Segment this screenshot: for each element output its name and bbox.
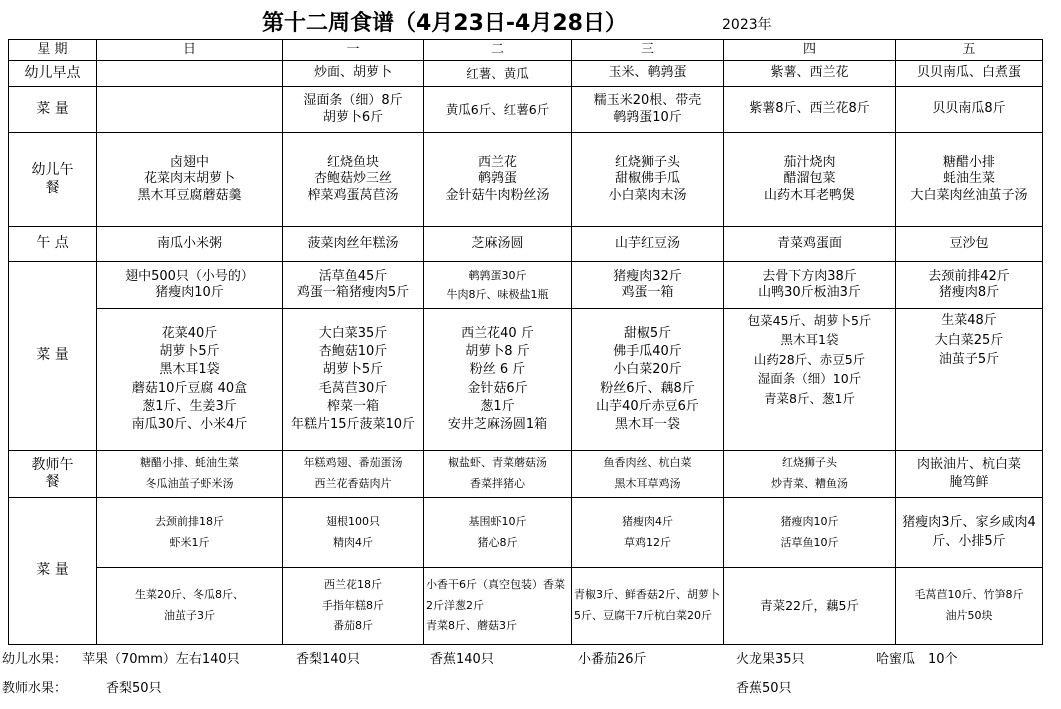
breakfast-qty-cell — [572, 87, 724, 133]
cell-line: 蘑菇10斤豆腐 40盒 — [131, 380, 248, 396]
teacher-fruit-item: 香蕉50只 — [736, 681, 792, 696]
cell-line: 青菜8斤、葱1斤 — [764, 390, 855, 406]
cell-line: 黄瓜6斤、红薯6斤 — [445, 101, 550, 117]
cell-line: 佛手瓜40斤 — [613, 344, 682, 360]
cell-line: 幼儿午 — [31, 162, 74, 178]
cell-line: 糯玉米20根、带壳 — [593, 93, 702, 109]
teacher-lunch-row — [9, 451, 1043, 498]
lunch-cell — [572, 133, 724, 227]
teacher-lunch-cell — [97, 451, 283, 498]
teacher-qty-cell — [724, 498, 896, 568]
breakfast-cell: 紫薯、西兰花 — [724, 61, 896, 87]
cell-line: 胡萝卜6斤 — [322, 109, 384, 125]
teacher-qty-cell — [283, 568, 424, 645]
lunch-cell — [283, 133, 424, 227]
cell-line: 猪瘦肉8斤 — [938, 285, 1000, 300]
cell-line: 红烧狮子头 — [782, 456, 837, 470]
cell-line: 黑木耳1袋 — [780, 332, 839, 348]
cell-line: 猪瘦肉10斤 — [780, 514, 839, 528]
cell-line: 糖醋小排、蚝油生菜 — [140, 456, 239, 470]
cell-line: 虾米1斤 — [169, 535, 210, 549]
teacher-qty-cell — [724, 568, 896, 645]
cell-line: 胡萝卜8 斤 — [465, 344, 530, 360]
cell-line: 去颈前排42斤 — [928, 268, 1010, 284]
lunch-qty-veg-cell — [896, 309, 1043, 451]
weekday-label: 星 期 — [9, 40, 97, 61]
kid-fruit-item: 火龙果35只 — [736, 652, 805, 667]
teacher-qty-row2 — [9, 568, 1043, 645]
breakfast-row — [9, 61, 1043, 87]
breakfast-qty-label: 菜 量 — [9, 87, 97, 133]
cell-line: 糖醋小排 — [942, 155, 995, 171]
snack-cell: 山芋红豆汤 — [572, 227, 724, 262]
cell-line: 油茧子3斤 — [164, 609, 215, 622]
title-bar — [0, 0, 1061, 38]
lunch-qty-meat-cell — [283, 262, 424, 309]
cell-line: 青椒3斤、鲜香菇2斤、胡萝卜5斤、豆腐干7斤杭白菜20斤 — [574, 588, 720, 622]
cell-line: 黑木耳一袋 — [614, 416, 680, 432]
cell-line: 猪心8斤 — [477, 535, 518, 549]
breakfast-qty-row — [9, 87, 1043, 133]
cell-line: 蚝油生菜 — [942, 171, 995, 187]
cell-line: 基围虾10斤 — [468, 514, 527, 528]
teacher-lunch-cell — [896, 451, 1043, 498]
cell-line: 去骨下方肉38斤 — [762, 268, 857, 284]
cell-line: 贝贝南瓜8斤 — [932, 101, 1006, 117]
cell-line: 猪瘦肉32斤 — [613, 268, 682, 284]
cell-line: 胡萝卜5斤 — [322, 362, 384, 378]
cell-line: 教师午 — [31, 456, 74, 473]
lunch-qty-veg-row — [9, 309, 1043, 451]
breakfast-qty-cell — [424, 87, 572, 133]
cell-line: 猪瘦肉10斤 — [155, 285, 224, 300]
cell-line: 翅中500只（小号的） — [125, 268, 254, 284]
teacher-lunch-cell — [424, 451, 572, 498]
breakfast-cell: 炒面、胡萝卜 — [283, 61, 424, 87]
teacher-qty-cell — [97, 568, 283, 645]
snack-row — [9, 227, 1043, 262]
cell-line: 西兰花40 斤 — [461, 325, 534, 341]
lunch-qty-meat-row — [9, 262, 1043, 309]
cell-line: 湿面条（细）10斤 — [757, 371, 862, 387]
cell-line: 山药28斤、赤豆5斤 — [753, 351, 866, 367]
cell-line: 小白菜肉末汤 — [608, 187, 687, 203]
cell-line: 榨菜一箱 — [326, 398, 379, 414]
cell-line: 安井芝麻汤圆1箱 — [447, 416, 548, 432]
cell-line: 鸡蛋一箱 — [621, 285, 674, 300]
teacher-lunch-cell — [283, 451, 424, 498]
year-label: 2023年 — [722, 17, 772, 33]
cell-line: 山鸭30斤板油3斤 — [758, 285, 861, 300]
cell-line: 精肉4斤 — [333, 535, 373, 549]
cell-line: 年糕鸡翅、番茄蛋汤 — [303, 456, 403, 470]
day-tue: 二 — [424, 40, 572, 61]
cell-line: 牛肉8斤、味极盐1瓶 — [446, 288, 549, 301]
cell-line: 胡萝卜5斤 — [159, 344, 220, 360]
kid-fruit-label: 幼儿水果： — [2, 652, 68, 667]
cell-line: 金针菇6斤 — [467, 380, 528, 396]
page-title: 第十二周食谱（4月23日-4月28日） — [262, 11, 627, 36]
cell-line: 西兰花香菇肉片 — [314, 477, 392, 490]
cell-line: 肉嵌油片、杭白菜 — [916, 456, 1021, 472]
cell-line: 西兰花 — [477, 155, 517, 171]
cell-line: 猪瘦肉4斤 — [622, 514, 673, 528]
cell-line: 青菜22斤，藕5斤 — [760, 598, 859, 614]
cell-line: 醋溜包菜 — [783, 171, 836, 187]
lunch-qty-meat-cell — [724, 262, 896, 309]
cell-line: 毛莴苣10斤、竹笋8斤 — [914, 588, 1024, 602]
lunch-label — [9, 133, 97, 227]
header-row — [9, 40, 1043, 61]
cell-line: 番茄8斤 — [333, 619, 373, 633]
teacher-qty-cell — [97, 498, 283, 568]
snack-cell: 芝麻汤圆 — [424, 227, 572, 262]
cell-line: 杏鲍菇10斤 — [318, 344, 388, 360]
cell-line: 大白菜肉丝油茧子汤 — [910, 187, 1028, 203]
cell-line: 卤翅中 — [169, 155, 209, 171]
cell-line: 红烧鱼块 — [326, 155, 379, 171]
cell-line: 红烧狮子头 — [614, 155, 680, 171]
day-fri: 五 — [896, 40, 1043, 61]
cell-line: 甜椒佛手瓜 — [614, 171, 680, 187]
cell-line: 青菜8斤、蘑菇3斤 — [426, 619, 517, 633]
snack-label: 午 点 — [9, 227, 97, 262]
lunch-qty-veg-cell — [724, 309, 896, 451]
lunch-cell — [424, 133, 572, 227]
lunch-cell — [896, 133, 1043, 227]
breakfast-cell: 玉米、鹌鹑蛋 — [572, 61, 724, 87]
lunch-qty-meat-cell — [97, 262, 283, 309]
cell-line: 紫薯8斤、西兰花8斤 — [749, 101, 870, 117]
cell-line: 葱1斤 — [480, 398, 515, 414]
teacher-fruit-label: 教师水果： — [2, 681, 68, 696]
cell-line: 葱1斤、生姜3斤 — [142, 398, 237, 414]
teacher-qty-cell — [572, 498, 724, 568]
day-mon: 一 — [283, 40, 424, 61]
kid-fruit-item: 小番茄26斤 — [578, 652, 647, 667]
cell-line: 毛莴苣30斤 — [318, 380, 388, 396]
cell-line: 大白菜25斤 — [934, 332, 1004, 348]
lunch-qty-veg-cell — [97, 309, 283, 451]
cell-line: 包菜45斤、胡萝卜5斤 — [747, 313, 872, 328]
cell-line: 小香干6斤（真空包装）香菜2斤洋葱2斤 — [426, 577, 565, 612]
cell-line: 粉丝6斤、藕8斤 — [600, 380, 695, 396]
cell-line: 榨菜鸡蛋莴苣汤 — [307, 187, 399, 203]
cell-line: 生菜48斤 — [941, 313, 997, 328]
breakfast-label: 幼儿早点 — [9, 61, 97, 87]
breakfast-qty-cell — [724, 87, 896, 133]
cell-line: 年糕片15斤菠菜10斤 — [290, 416, 416, 432]
lunch-qty-veg-cell — [283, 309, 424, 451]
cell-line: 小白菜20斤 — [613, 362, 682, 378]
cell-line: 餐 — [45, 474, 60, 490]
kid-fruit-item: 香蕉140只 — [430, 652, 494, 667]
teacher-lunch-label — [9, 451, 97, 498]
snack-cell: 菠菜肉丝年糕汤 — [283, 227, 424, 262]
lunch-row — [9, 133, 1043, 227]
breakfast-cell: 贝贝南瓜、白煮蛋 — [896, 61, 1043, 87]
breakfast-qty-cell — [283, 87, 424, 133]
cell-line: 花菜肉末胡萝卜 — [143, 171, 235, 187]
lunch-cell — [724, 133, 896, 227]
kid-fruit-item: 苹果（70mm）左右140只 — [82, 652, 240, 667]
cell-line: 花菜40斤 — [161, 325, 218, 341]
cell-line: 南瓜30斤、小米4斤 — [131, 416, 248, 432]
cell-line: 手指年糕8斤 — [322, 598, 384, 612]
cell-line: 椒盐虾、青菜蘑菇汤 — [448, 456, 547, 470]
cell-line: 山芋40斤赤豆6斤 — [596, 398, 699, 414]
breakfast-qty-cell — [97, 87, 283, 133]
cell-line: 山药木耳老鸭煲 — [763, 187, 855, 203]
cell-line: 鸡蛋一箱猪瘦肉5斤 — [296, 285, 410, 300]
snack-cell: 豆沙包 — [896, 227, 1043, 262]
cell-line: 鱼香肉丝、杭白菜 — [603, 456, 692, 470]
cell-line: 去颈前排18斤 — [155, 514, 224, 528]
lunch-cell — [97, 133, 283, 227]
cell-line: 油茧子5斤 — [938, 352, 1000, 367]
cell-line: 油片50块 — [945, 609, 993, 622]
teacher-lunch-cell — [572, 451, 724, 498]
cell-line: 黑木耳豆腐蘑菇羹 — [137, 187, 242, 203]
cell-line: 甜椒5斤 — [623, 325, 672, 341]
teacher-qty-cell — [896, 568, 1043, 645]
cell-line: 炒青菜、糟鱼汤 — [771, 477, 848, 490]
day-thu: 四 — [724, 40, 896, 61]
cell-line: 餐 — [45, 179, 60, 196]
cell-line: 茄汁烧肉 — [783, 155, 836, 171]
lunch-qty-meat-cell — [896, 262, 1043, 309]
cell-line: 鹌鹑蛋30斤 — [468, 268, 527, 282]
teacher-qty-row1 — [9, 498, 1043, 568]
teacher-lunch-cell — [724, 451, 896, 498]
kid-fruit-item: 香梨140只 — [296, 652, 360, 667]
day-sun: 日 — [97, 40, 283, 61]
day-wed: 三 — [572, 40, 724, 61]
snack-cell: 南瓜小米粥 — [97, 227, 283, 262]
snack-cell: 青菜鸡蛋面 — [724, 227, 896, 262]
cell-line: 鹌鹑蛋 — [477, 171, 517, 187]
teacher-qty-cell — [424, 498, 572, 568]
breakfast-cell: 红薯、黄瓜 — [424, 61, 572, 87]
cell-line: 黑木耳草鸡汤 — [614, 477, 681, 490]
kid-fruit-item: 哈蜜瓜 10个 — [876, 652, 958, 667]
teacher-qty-label: 菜 量 — [9, 498, 97, 645]
cell-line: 鹌鹑蛋10斤 — [613, 109, 682, 125]
cell-line: 大白菜35斤 — [318, 325, 388, 341]
lunch-qty-veg-cell — [572, 309, 724, 451]
breakfast-cell — [97, 61, 283, 87]
cell-line: 金针菇牛肉粉丝汤 — [445, 187, 550, 203]
cell-line: 杏鲍菇炒三丝 — [313, 171, 392, 187]
lunch-qty-veg-cell — [424, 309, 572, 451]
teacher-qty-cell — [424, 568, 572, 645]
cell-line: 翅根100只 — [326, 514, 380, 528]
teacher-qty-cell — [896, 498, 1043, 568]
teacher-fruit-item: 香梨50只 — [106, 681, 162, 696]
lunch-qty-meat-cell — [572, 262, 724, 309]
cell-line: 西兰花18斤 — [324, 577, 382, 591]
cell-line: 活草鱼45斤 — [318, 268, 388, 284]
cell-line: 黑木耳1袋 — [159, 362, 220, 378]
teacher-qty-cell — [572, 568, 724, 645]
cell-line: 生菜20斤、冬瓜8斤、 — [135, 588, 244, 602]
cell-line: 湿面条（细）8斤 — [303, 93, 403, 109]
cell-line: 冬瓜油茧子虾米汤 — [145, 477, 234, 490]
cell-line: 腌笃鲜 — [949, 475, 989, 490]
cell-line: 粉丝 6 斤 — [469, 362, 526, 378]
lunch-qty-label: 菜 量 — [9, 262, 97, 451]
menu-table — [8, 39, 1043, 645]
cell-line: 猪瘦肉3斤、家乡咸肉4斤、小排5斤 — [902, 514, 1036, 549]
cell-line: 草鸡12斤 — [624, 535, 671, 549]
cell-line: 香菜拌猪心 — [470, 477, 525, 490]
lunch-qty-meat-cell — [424, 262, 572, 309]
teacher-qty-cell — [283, 498, 424, 568]
breakfast-qty-cell — [896, 87, 1043, 133]
cell-line: 活草鱼10斤 — [780, 535, 839, 549]
